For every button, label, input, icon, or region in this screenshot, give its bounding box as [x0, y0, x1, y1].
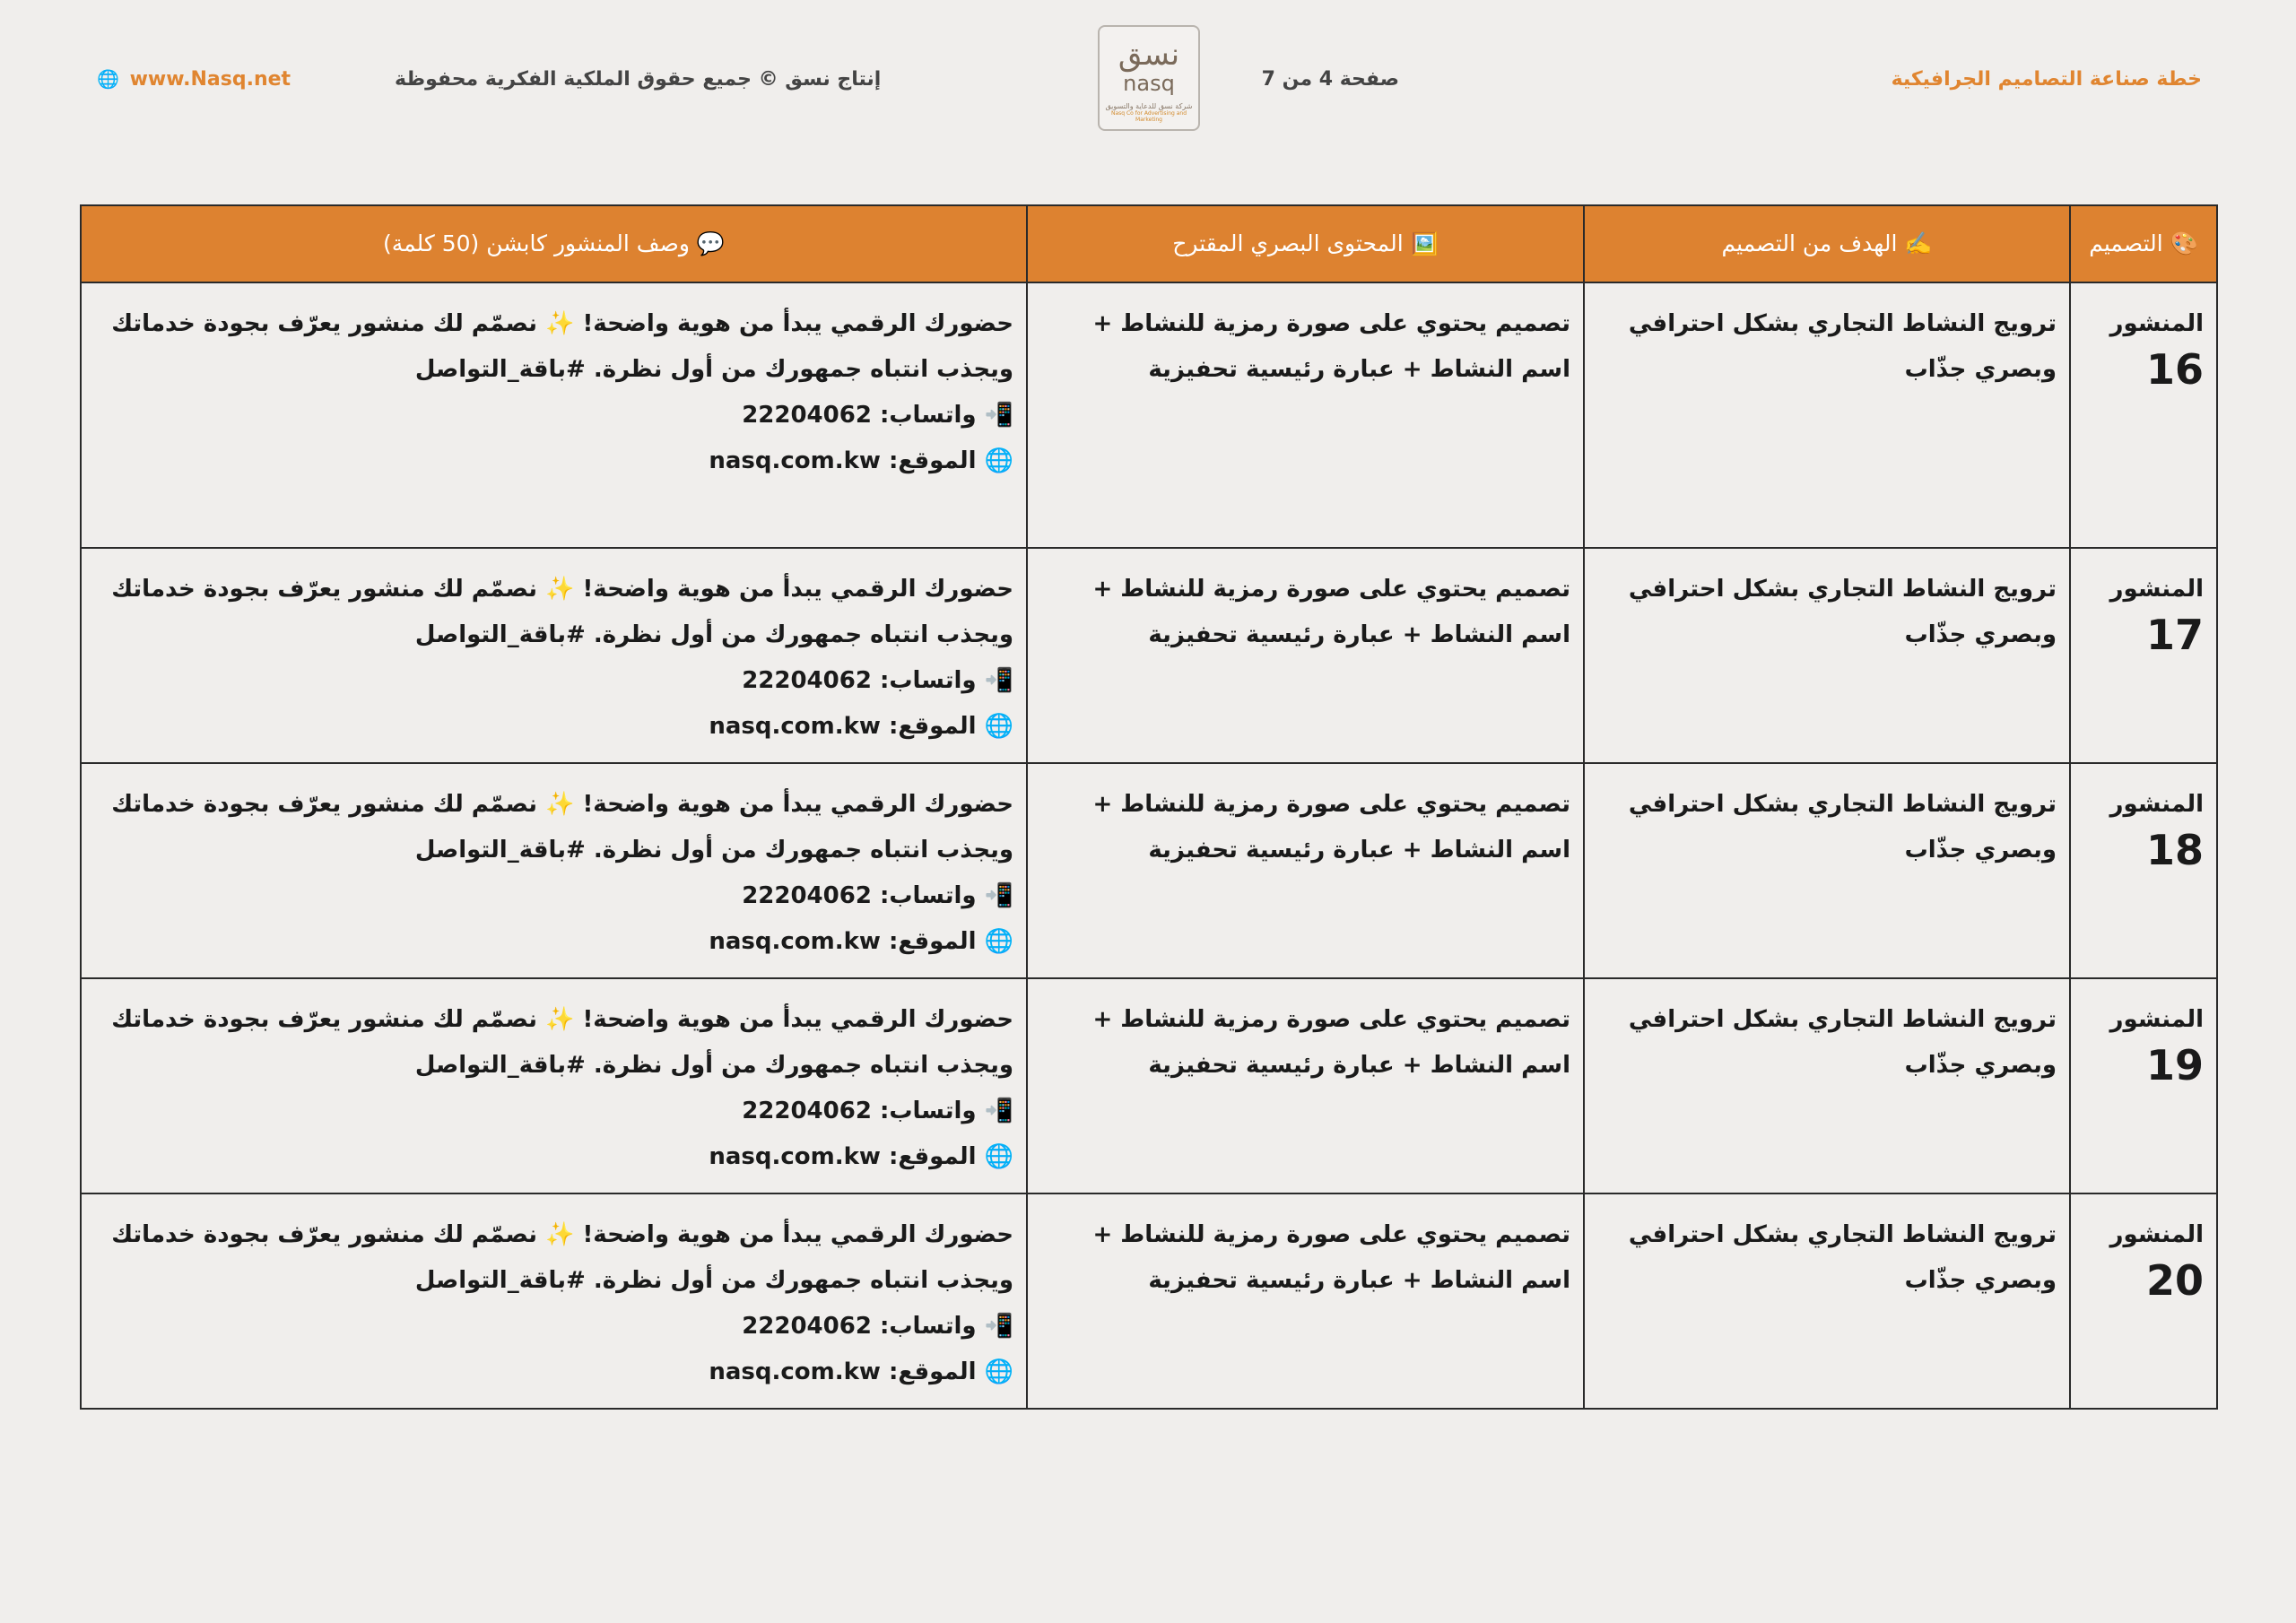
- whatsapp-number: 22204062: [742, 1313, 872, 1340]
- page-header: [0, 0, 2296, 152]
- post-number: 16: [2145, 345, 2204, 394]
- post-number: 17: [2145, 611, 2204, 659]
- site-line: [94, 438, 1013, 484]
- caption-cell: [81, 978, 1027, 1193]
- site-line: [94, 1134, 1013, 1180]
- goal-cell: ترويج النشاط التجاري بشكل احترافي وبصري جذّاب: [1584, 548, 2070, 763]
- caption-line-2: ويجذب انتباه جمهورك من أول نظرة. #باقة_التواصل: [414, 1052, 1013, 1079]
- whatsapp-line: [94, 1089, 1013, 1134]
- site-line: [94, 704, 1013, 750]
- whatsapp-label: 📲 واتساب:: [879, 1313, 1013, 1340]
- post-cell: [2070, 1193, 2217, 1409]
- post-label: المنشور: [2109, 1006, 2204, 1033]
- globe-icon: 🌐: [97, 68, 119, 90]
- caption-line-2: ويجذب انتباه جمهورك من أول نظرة. #باقة_التواصل: [414, 621, 1013, 648]
- table-header-row: [81, 205, 2217, 282]
- visual-cell: تصميم يحتوي على صورة رمزية للنشاط + اسم النشاط + عبارة رئيسية تحفيزية: [1027, 978, 1584, 1193]
- visual-cell: تصميم يحتوي على صورة رمزية للنشاط + اسم النشاط + عبارة رئيسية تحفيزية: [1027, 763, 1584, 978]
- caption-line-1: حضورك الرقمي يبدأ من هوية واضحة! ✨ نصمّم لك منشور يعرّف بجودة خدماتك: [111, 576, 1013, 603]
- goal-cell: ترويج النشاط التجاري بشكل احترافي وبصري جذّاب: [1584, 763, 2070, 978]
- caption-line-1: حضورك الرقمي يبدأ من هوية واضحة! ✨ نصمّم لك منشور يعرّف بجودة خدماتك: [111, 791, 1013, 818]
- table-row: [81, 763, 2217, 978]
- caption-line-1: حضورك الرقمي يبدأ من هوية واضحة! ✨ نصمّم لك منشور يعرّف بجودة خدماتك: [111, 1221, 1013, 1248]
- logo-tagline: شركة نسق للدعاية والتسويق: [1105, 102, 1193, 110]
- logo-latin: nasq: [1123, 71, 1175, 96]
- site-label: 🌐 الموقع:: [888, 1358, 1013, 1385]
- site-url[interactable]: nasq.com.kw: [709, 713, 881, 740]
- post-cell: [2070, 548, 2217, 763]
- whatsapp-number: 22204062: [742, 882, 872, 909]
- caption-line-1: حضورك الرقمي يبدأ من هوية واضحة! ✨ نصمّم لك منشور يعرّف بجودة خدماتك: [111, 1006, 1013, 1033]
- goal-cell: ترويج النشاط التجاري بشكل احترافي وبصري جذّاب: [1584, 978, 2070, 1193]
- header-visual: 🖼️ المحتوى البصري المقترح: [1027, 205, 1584, 282]
- caption-line-2: ويجذب انتباه جمهورك من أول نظرة. #باقة_التواصل: [414, 837, 1013, 864]
- site-label: 🌐 الموقع:: [888, 1143, 1013, 1170]
- goal-cell: ترويج النشاط التجاري بشكل احترافي وبصري جذّاب: [1584, 282, 2070, 548]
- whatsapp-label: 📲 واتساب:: [879, 402, 1013, 429]
- caption-cell: [81, 282, 1027, 548]
- page-indicator: صفحة 4 من 7: [1261, 68, 1399, 91]
- document-title: خطة صناعة التصاميم الجرافيكية: [1891, 68, 2202, 91]
- whatsapp-label: 📲 واتساب:: [879, 667, 1013, 694]
- site-url[interactable]: nasq.com.kw: [709, 447, 881, 474]
- post-cell: [2070, 282, 2217, 548]
- table-row: [81, 548, 2217, 763]
- site-label: 🌐 الموقع:: [888, 928, 1013, 955]
- post-label: المنشور: [2109, 791, 2204, 818]
- table-row: [81, 1193, 2217, 1409]
- visual-cell: تصميم يحتوي على صورة رمزية للنشاط + اسم النشاط + عبارة رئيسية تحفيزية: [1027, 1193, 1584, 1409]
- post-number: 19: [2145, 1041, 2204, 1089]
- post-cell: [2070, 978, 2217, 1193]
- whatsapp-number: 22204062: [742, 1098, 872, 1124]
- whatsapp-label: 📲 واتساب:: [879, 882, 1013, 909]
- whatsapp-number: 22204062: [742, 402, 872, 429]
- post-label: المنشور: [2109, 1221, 2204, 1248]
- whatsapp-line: [94, 393, 1013, 438]
- post-number: 18: [2145, 826, 2204, 874]
- post-label: المنشور: [2109, 310, 2204, 337]
- whatsapp-line: [94, 1304, 1013, 1350]
- logo-arabic: نسق: [1118, 37, 1180, 73]
- table-row: [81, 978, 2217, 1193]
- caption-cell: [81, 763, 1027, 978]
- post-cell: [2070, 763, 2217, 978]
- caption-line-2: ويجذب انتباه جمهورك من أول نظرة. #باقة_التواصل: [414, 356, 1013, 383]
- caption-cell: [81, 1193, 1027, 1409]
- logo-tagline-en: Nasq Co for Advertising and Marketing: [1110, 110, 1187, 123]
- website-url[interactable]: www.Nasq.net: [129, 68, 291, 91]
- whatsapp-line: [94, 873, 1013, 919]
- site-label: 🌐 الموقع:: [888, 713, 1013, 740]
- design-plan-table: [80, 204, 2218, 1410]
- whatsapp-line: [94, 658, 1013, 704]
- site-label: 🌐 الموقع:: [888, 447, 1013, 474]
- site-line: [94, 919, 1013, 965]
- header-goal: ✍️ الهدف من التصميم: [1584, 205, 2070, 282]
- nasq-logo: [1098, 25, 1200, 131]
- table-row: [81, 282, 2217, 548]
- caption-line-1: حضورك الرقمي يبدأ من هوية واضحة! ✨ نصمّم لك منشور يعرّف بجودة خدماتك: [111, 310, 1013, 337]
- whatsapp-number: 22204062: [742, 667, 872, 694]
- post-number: 20: [2145, 1256, 2204, 1305]
- goal-cell: ترويج النشاط التجاري بشكل احترافي وبصري جذّاب: [1584, 1193, 2070, 1409]
- copyright-notice: إنتاج نسق © جميع حقوق الملكية الفكرية محفوظة: [395, 68, 882, 91]
- caption-cell: [81, 548, 1027, 763]
- site-url[interactable]: nasq.com.kw: [709, 1358, 881, 1385]
- visual-cell: تصميم يحتوي على صورة رمزية للنشاط + اسم النشاط + عبارة رئيسية تحفيزية: [1027, 282, 1584, 548]
- header-design: 🎨 التصميم: [2070, 205, 2217, 282]
- website-link[interactable]: [93, 66, 291, 94]
- visual-cell: تصميم يحتوي على صورة رمزية للنشاط + اسم النشاط + عبارة رئيسية تحفيزية: [1027, 548, 1584, 763]
- caption-line-2: ويجذب انتباه جمهورك من أول نظرة. #باقة_التواصل: [414, 1267, 1013, 1294]
- whatsapp-label: 📲 واتساب:: [879, 1098, 1013, 1124]
- site-line: [94, 1350, 1013, 1395]
- header-caption: 💬 وصف المنشور كابشن (50 كلمة): [81, 205, 1027, 282]
- site-url[interactable]: nasq.com.kw: [709, 928, 881, 955]
- site-url[interactable]: nasq.com.kw: [709, 1143, 881, 1170]
- post-label: المنشور: [2109, 576, 2204, 603]
